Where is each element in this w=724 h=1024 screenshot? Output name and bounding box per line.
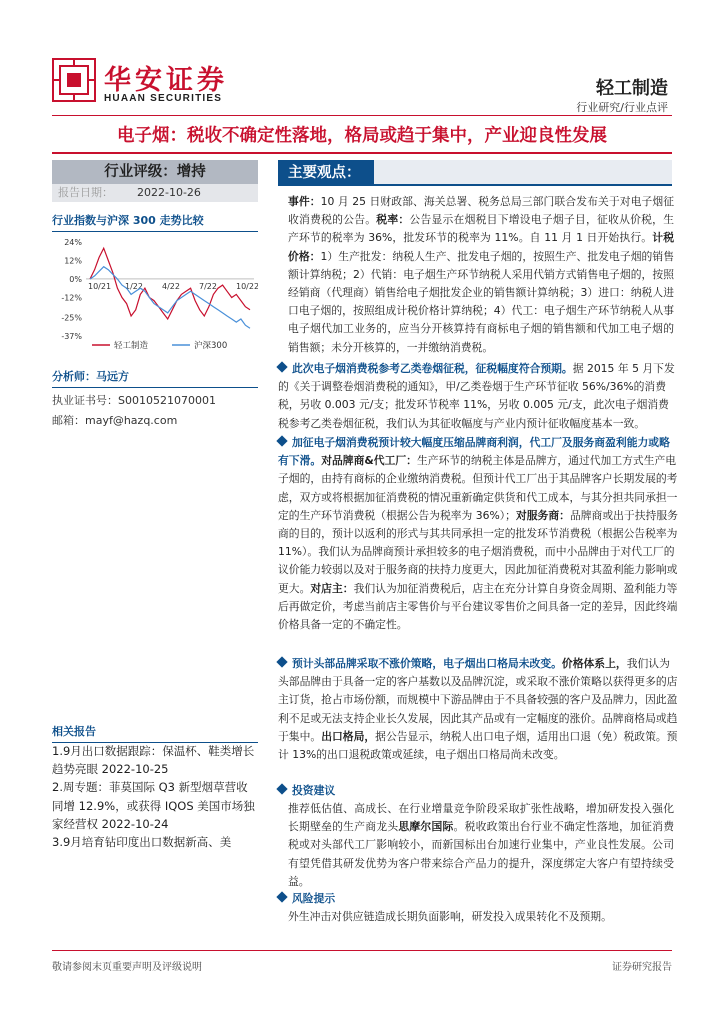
tax-rate-text: 公告显示在烟税目下增设电子烟子目，征收从价税，生产环节的税率为 36%，批发环节的税率为 11%。自 11 月 1 日开始执行。 — [288, 213, 675, 245]
risk-paragraph — [288, 908, 674, 926]
header-divider — [52, 115, 672, 116]
related-reports-title: 相关报告 — [52, 723, 258, 743]
y-tick-label: -12% — [61, 293, 82, 303]
brand-oem-text: 生产环节的纳税主体是品牌方，通过代加工方式生产电子烟的，由持有商标的企业缴纳消费税。但预计代工厂出于其品牌客户长期发展的考虑，双方或将根据加征消费税的情况重新确定供货和代工成本，与其分担共同承担一定的生产环节消费税（根据公告为税率为 36%）； — [278, 454, 678, 522]
x-tick-label: 10/22 — [236, 281, 258, 291]
tax-price-label: 计税价格： — [288, 231, 674, 263]
views-header-bar — [278, 184, 672, 186]
analyst-title: 分析师：马远方 — [52, 368, 258, 388]
analyst-email-row — [52, 412, 258, 428]
y-tick-label: -37% — [61, 332, 82, 341]
service-label: 对服务商： — [515, 508, 570, 522]
bullet-head: 加征电子烟消费税预计较大幅度压缩品牌商利润，代工厂及服务商盈利能力或略有下滑。 — [278, 436, 670, 468]
bullet-head: 此次电子烟消费税参考乙类卷烟征税，征税幅度符合预期。 — [292, 362, 573, 375]
analyst-cert: S0010521070001 — [118, 394, 216, 407]
brand-name-en: HUAAN SECURITIES — [104, 93, 223, 104]
industry-name: 轻工制造 — [596, 78, 668, 99]
left-sidebar — [52, 160, 258, 428]
bullet-diamond-icon — [276, 435, 287, 446]
event-label: 事件： — [288, 195, 321, 208]
views-tab: 主要观点： — [278, 160, 374, 186]
bullet-diamond-icon — [276, 891, 287, 902]
event-text: 10 月 25 日财政部、海关总署、税务总局三部门联合发布关于对电子烟征收消费税的公告。 — [288, 195, 674, 227]
bullet-profit-impact — [278, 434, 678, 634]
related-reports-list — [52, 742, 258, 851]
tax-price-text: 1）生产批发：纳税人生产、批发电子烟的，按照生产、批发电子烟的销售额计算纳税；2）代销：电子烟生产环节纳税人采用代销方式销售电子烟的，按照经销商（代理商）销售给电子烟批发企业的销售额计算纳税；3）进口：纳税人进口电子烟的，按照组成计税价格计算纳税；4）代工：电子烟生产环节纳税人从事电子烟代加工业务的，应当分开核算持有商标电子烟的销售额和代加工电子烟的销售额；未分开核算的，一并缴纳消费税。 — [288, 249, 674, 354]
footer-label: 证券研究报告 — [612, 962, 672, 973]
analyst-cert-row — [52, 392, 258, 408]
analyst-email-label: 邮箱： — [52, 414, 85, 427]
related-report-item[interactable]: 3.9月培育钻印度出口数据新高、美 — [52, 835, 232, 850]
trend-chart-svg — [52, 236, 258, 354]
x-tick-label: 1/22 — [125, 281, 143, 291]
service-text: 品牌商或出于扶持服务商的目的，预计以返利的形式与其共同承担一定的批发环节消费税（根据公告税率为 11%）。我们认为品牌商预计承担较多的电子烟消费税，而中小品牌由于对代工厂的议价能力较弱以及对于服务商的扶持力度更大，因此加征消费税对其盈利能力影响或更大。 — [278, 508, 678, 595]
analyst-cert-label: 执业证书号： — [52, 394, 118, 407]
main-views — [278, 160, 678, 186]
bullet-diamond-icon — [276, 361, 287, 372]
bullet-diamond-icon — [276, 656, 287, 667]
views-header — [278, 160, 672, 186]
related-report-item[interactable]: 2.周专题：菲莫国际 Q3 新型烟草营收同增 12.9%，或获得 IQOS 美国市场独家经营权 2022-10-24 — [52, 780, 255, 831]
related-report-item[interactable]: 1.9月出口数据跟踪：保温杯、鞋类增长趋势亮眼 2022-10-25 — [52, 744, 255, 777]
views-header-fill — [374, 160, 672, 184]
report-header — [0, 0, 724, 118]
report-title: 电子烟：税收不确定性落地，格局或趋于集中，产业迎良性发展 — [117, 126, 607, 146]
trend-chart — [52, 236, 258, 354]
price-system-label: 价格体系上， — [561, 657, 627, 670]
bullet-head: 风险提示 — [292, 892, 336, 905]
report-type: 行业研究/行业点评 — [576, 101, 668, 114]
store-owner-label: 对店主： — [310, 581, 354, 595]
bullet-pricing-strategy — [278, 655, 678, 764]
smoore-label: 思摩尔国际 — [398, 820, 454, 834]
export-label: 出口格局， — [321, 729, 376, 743]
risk-text: 外生冲击对供应链造成长期负面影响，研发投入成果转化不及预期。 — [288, 910, 612, 923]
investment-text-2: 。税收政策出台行业不确定性落地，加征消费税或对头部代工厂影响较小，而新国标出台加速行业集中，产业良性发展。公司有望凭借其研发优势为客户带来综合产品力的提升，深度绑定大客户有望持续受益。 — [288, 820, 675, 888]
brand-oem-label: 对品牌商&代工厂： — [321, 454, 417, 468]
report-date-row — [52, 184, 258, 202]
legend-label: 沪深300 — [194, 341, 228, 351]
investment-text: 推荐低估值、高成长、在行业增量竞争阶段采取扩张性战略，增加研发投入强化长期壁垒的生产商龙头 — [288, 802, 674, 834]
y-tick-label: 0% — [69, 274, 82, 284]
title-divider — [52, 152, 672, 154]
analyst-email[interactable]: mayf@hazq.com — [85, 414, 178, 427]
brand-name-cn: 华安证券 — [104, 65, 228, 96]
y-tick-label: 12% — [64, 256, 82, 266]
tax-rate-label: 税率： — [376, 213, 410, 227]
x-tick-label: 4/22 — [162, 281, 180, 291]
bullet-head: 预计头部品牌采取不涨价策略，电子烟出口格局未改变。 — [292, 657, 562, 670]
report-date: 2022-10-26 — [137, 186, 201, 199]
chart-title: 行业指数与沪深 300 走势比较 — [52, 212, 258, 232]
export-text: 据公告显示，纳税人出口电子烟，适用出口退（免）税政策。预计 13%的出口退税政策或延续，电子烟出口格局尚未改变。 — [278, 729, 678, 762]
investment-paragraph — [288, 800, 674, 891]
footer-divider — [52, 950, 672, 951]
bullet-head: 投资建议 — [292, 784, 336, 797]
x-tick-label: 7/22 — [199, 281, 217, 291]
price-system-text: 我们认为头部品牌由于具备一定的客户基数以及品牌沉淀，或采取不涨价策略以获得更多的店主订货，抢占市场份额，而规模中下游品牌由于不具备较强的客户及品牌力，因此盈利不足或无法支持企业长久发展，因此其产品或有一定幅度的涨价。品牌商格局或趋于集中。 — [278, 657, 678, 743]
industry-rating: 行业评级：增持 — [52, 160, 258, 184]
series-line-csi300 — [90, 267, 250, 329]
y-tick-label: -25% — [61, 313, 82, 323]
bullet-investment-title — [278, 782, 678, 800]
bullet-consumption-tax — [278, 360, 678, 433]
huaan-logo-icon — [52, 58, 96, 102]
legend-label: 轻工制造 — [114, 341, 149, 351]
y-tick-label: 24% — [64, 238, 82, 247]
store-owner-text: 我们认为加征消费税后，店主在充分计算自身资金周期、盈利能力等后再做定价，考虑当前店主零售价与平台建议零售价之间具备一定的差异，因此终端价格具备一定的不确定性。 — [278, 581, 678, 632]
footer-disclaimer[interactable]: 敬请参阅末页重要声明及评级说明 — [52, 962, 202, 973]
bullet-text: 据 2015 年 5 月下发的《关于调整卷烟消费税的通知》，甲/乙类卷烟于生产环节征收 56%/36%的消费税，另收 0.003 元/支；批发环节税率 11%，另收 0.005 元/支，此次电子烟消费税参考乙类卷烟征税，我们认为其征收幅度与产业内预计征收幅度基本一致。 — [278, 362, 675, 430]
bullet-diamond-icon — [276, 783, 287, 794]
bullet-risk-title — [278, 890, 678, 908]
x-tick-label: 10/21 — [88, 281, 112, 291]
report-date-label: 报告日期： — [58, 186, 113, 199]
event-paragraph — [288, 193, 674, 357]
